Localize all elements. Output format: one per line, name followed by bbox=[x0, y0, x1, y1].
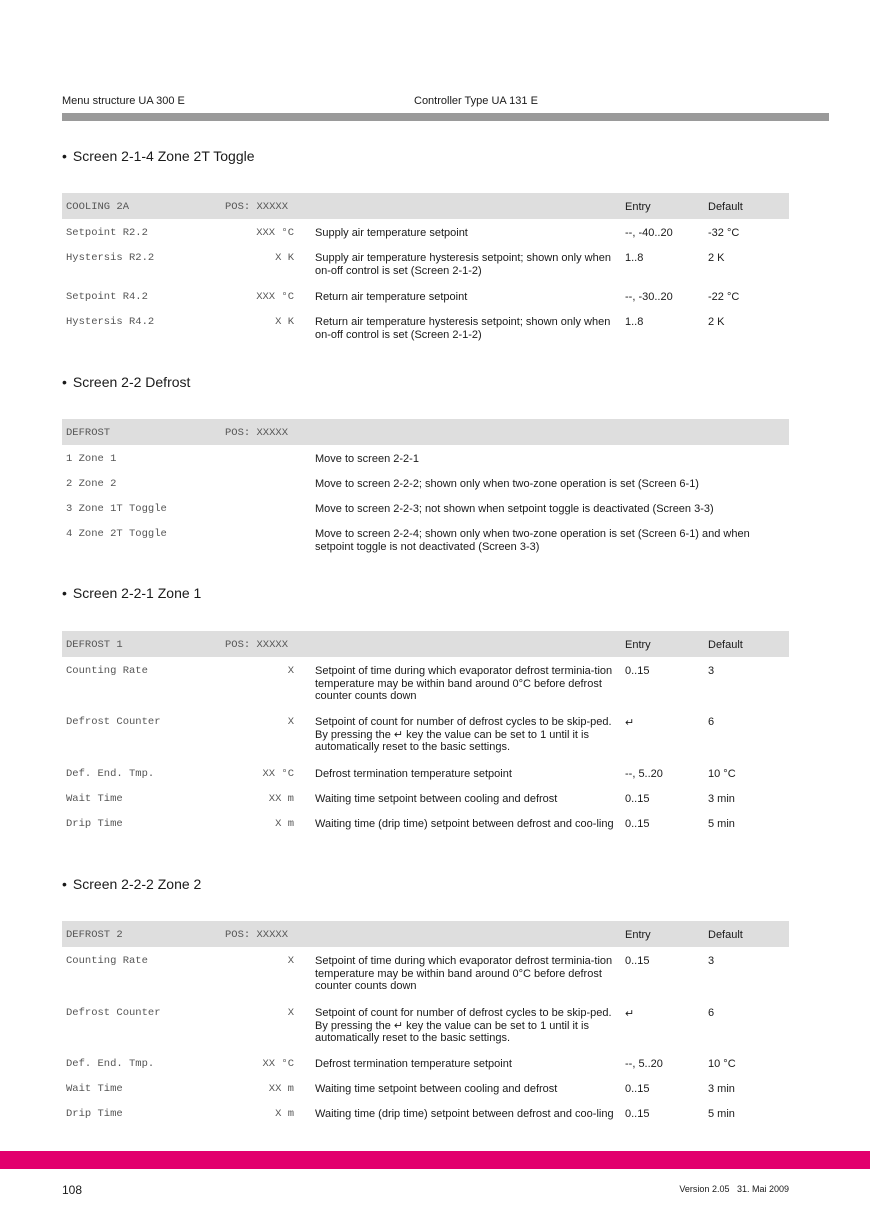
default-header: Default bbox=[708, 201, 743, 213]
header-center: Controller Type UA 131 E bbox=[414, 95, 538, 107]
position-label: POS: XXXXX bbox=[225, 201, 289, 213]
parameter-name: Counting Rate bbox=[66, 665, 148, 677]
section-title bbox=[62, 148, 255, 164]
screen-name: DEFROST 2 bbox=[66, 929, 123, 941]
parameter-name: Hystersis R2.2 bbox=[66, 252, 155, 264]
entry-range: 0..15 bbox=[625, 818, 650, 830]
parameter-value: X K bbox=[275, 252, 294, 264]
default-value: 2 K bbox=[708, 252, 725, 264]
section-title-text: Screen 2-2 Defrost bbox=[72, 374, 191, 390]
parameter-value: XX °C bbox=[262, 1058, 294, 1070]
entry-range: 0..15 bbox=[625, 1108, 650, 1120]
default-value: 3 min bbox=[708, 793, 735, 805]
parameter-name: Counting Rate bbox=[66, 955, 148, 967]
entry-range: 0..15 bbox=[625, 955, 650, 967]
parameter-description: Setpoint of time during which evaporator defrost terminia-tion temperature may be within band around 0°C before defrost counter counts down bbox=[315, 665, 613, 702]
table-header bbox=[62, 921, 789, 947]
parameter-name: Drip Time bbox=[66, 1108, 123, 1120]
table-header bbox=[62, 193, 789, 219]
footer-band bbox=[0, 1151, 870, 1169]
entry-range: --, -30..20 bbox=[625, 291, 673, 303]
parameter-description: Setpoint of count for number of defrost cycles to be skip-ped. By pressing the ↵ key the value can be set to 1 until it is automatically reset to the basic settings. bbox=[315, 1007, 612, 1044]
parameter-value: XX m bbox=[268, 793, 294, 805]
menu-table bbox=[62, 419, 789, 445]
parameter-name: 4 Zone 2T Toggle bbox=[66, 528, 167, 540]
entry-range: 0..15 bbox=[625, 793, 650, 805]
default-value: 3 bbox=[708, 665, 715, 677]
parameter-value: X m bbox=[275, 818, 294, 830]
section-title bbox=[62, 876, 201, 892]
version-date: Version 2.05 31. Mai 2009 bbox=[679, 1184, 789, 1194]
parameter-description: Defrost termination temperature setpoint bbox=[315, 768, 512, 780]
default-value: -22 °C bbox=[708, 291, 740, 303]
entry-range: ↵ bbox=[625, 717, 635, 729]
screen-name: DEFROST bbox=[66, 427, 111, 439]
parameter-name: Setpoint R4.2 bbox=[66, 291, 148, 303]
bullet: • bbox=[62, 876, 67, 892]
entry-header: Entry bbox=[625, 929, 651, 941]
parameter-description: Setpoint of time during which evaporator defrost terminia-tion temperature may be within band around 0°C before defrost counter counts down bbox=[315, 955, 613, 992]
default-value: 6 bbox=[708, 1007, 715, 1019]
parameter-description: Move to screen 2-2-4; shown only when two-zone operation is set (Screen 6-1) and when setpoint toggle is not deactivated (Screen 3-3) bbox=[315, 528, 750, 553]
default-value: -32 °C bbox=[708, 227, 740, 239]
entry-header: Entry bbox=[625, 639, 651, 651]
section-title-text: Screen 2-2-2 Zone 2 bbox=[72, 876, 202, 892]
parameter-value: X bbox=[287, 665, 294, 677]
parameter-description: Waiting time setpoint between cooling and defrost bbox=[315, 793, 558, 805]
menu-table bbox=[62, 631, 789, 657]
parameter-value: X bbox=[287, 1007, 294, 1019]
position-label: POS: XXXXX bbox=[225, 427, 289, 439]
parameter-value: XX °C bbox=[262, 768, 294, 780]
default-value: 5 min bbox=[708, 1108, 735, 1120]
table-header bbox=[62, 631, 789, 657]
default-value: 5 min bbox=[708, 818, 735, 830]
parameter-description: Supply air temperature hysteresis setpoint; shown only when on-off control is set (Screen 2-1-2) bbox=[315, 252, 611, 277]
section-title bbox=[62, 585, 201, 601]
entry-range: 0..15 bbox=[625, 665, 650, 677]
section-title-text: Screen 2-2-1 Zone 1 bbox=[72, 585, 202, 601]
bullet: • bbox=[62, 374, 67, 390]
entry-range: --, 5..20 bbox=[625, 768, 663, 780]
parameter-description: Setpoint of count for number of defrost cycles to be skip-ped. By pressing the ↵ key the value can be set to 1 until it is automatically reset to the basic settings. bbox=[315, 716, 612, 753]
default-value: 3 min bbox=[708, 1083, 735, 1095]
parameter-name: Defrost Counter bbox=[66, 716, 161, 728]
parameter-name: Wait Time bbox=[66, 793, 123, 805]
entry-range: 1..8 bbox=[625, 316, 644, 328]
parameter-value: X m bbox=[275, 1108, 294, 1120]
default-value: 6 bbox=[708, 716, 715, 728]
entry-range: ↵ bbox=[625, 1008, 635, 1020]
position-label: POS: XXXXX bbox=[225, 639, 289, 651]
menu-table bbox=[62, 193, 789, 219]
default-value: 10 °C bbox=[708, 768, 736, 780]
parameter-name: Def. End. Tmp. bbox=[66, 768, 155, 780]
parameter-description: Move to screen 2-2-3; not shown when setpoint toggle is deactivated (Screen 3-3) bbox=[315, 503, 714, 515]
parameter-description: Waiting time setpoint between cooling and defrost bbox=[315, 1083, 558, 1095]
menu-table bbox=[62, 921, 789, 947]
parameter-value: X bbox=[287, 716, 294, 728]
parameter-description: Return air temperature setpoint bbox=[315, 291, 468, 303]
parameter-description: Move to screen 2-2-1 bbox=[315, 453, 419, 465]
bullet: • bbox=[62, 585, 67, 601]
default-value: 3 bbox=[708, 955, 715, 967]
section-title bbox=[62, 374, 190, 390]
parameter-value: XXX °C bbox=[256, 227, 294, 239]
parameter-description: Supply air temperature setpoint bbox=[315, 227, 468, 239]
entry-range: --, -40..20 bbox=[625, 227, 673, 239]
parameter-value: XXX °C bbox=[256, 291, 294, 303]
parameter-description: Return air temperature hysteresis setpoint; shown only when on-off control is set (Screen 2-1-2) bbox=[315, 316, 611, 341]
parameter-description: Defrost termination temperature setpoint bbox=[315, 1058, 512, 1070]
default-header: Default bbox=[708, 929, 743, 941]
parameter-description: Waiting time (drip time) setpoint between defrost and coo-ling bbox=[315, 1108, 614, 1120]
parameter-name: 3 Zone 1T Toggle bbox=[66, 503, 167, 515]
parameter-name: 2 Zone 2 bbox=[66, 478, 117, 490]
parameter-description: Waiting time (drip time) setpoint between defrost and coo-ling bbox=[315, 818, 614, 830]
parameter-name: Defrost Counter bbox=[66, 1007, 161, 1019]
header-rule bbox=[62, 113, 829, 121]
screen-name: DEFROST 1 bbox=[66, 639, 123, 651]
parameter-value: X bbox=[287, 955, 294, 967]
parameter-value: XX m bbox=[268, 1083, 294, 1095]
page-number: 108 bbox=[62, 1183, 83, 1197]
position-label: POS: XXXXX bbox=[225, 929, 289, 941]
table-header bbox=[62, 419, 789, 445]
default-header: Default bbox=[708, 639, 743, 651]
default-value: 2 K bbox=[708, 316, 725, 328]
parameter-name: 1 Zone 1 bbox=[66, 453, 117, 465]
parameter-name: Hystersis R4.2 bbox=[66, 316, 155, 328]
parameter-description: Move to screen 2-2-2; shown only when two-zone operation is set (Screen 6-1) bbox=[315, 478, 699, 490]
bullet: • bbox=[62, 148, 67, 164]
screen-name: COOLING 2A bbox=[66, 201, 130, 213]
entry-header: Entry bbox=[625, 201, 651, 213]
entry-range: --, 5..20 bbox=[625, 1058, 663, 1070]
parameter-name: Setpoint R2.2 bbox=[66, 227, 148, 239]
parameter-name: Wait Time bbox=[66, 1083, 123, 1095]
section-title-text: Screen 2-1-4 Zone 2T Toggle bbox=[72, 148, 255, 164]
entry-range: 0..15 bbox=[625, 1083, 650, 1095]
header-left: Menu structure UA 300 E bbox=[62, 95, 185, 107]
parameter-value: X K bbox=[275, 316, 294, 328]
parameter-name: Drip Time bbox=[66, 818, 123, 830]
entry-range: 1..8 bbox=[625, 252, 644, 264]
default-value: 10 °C bbox=[708, 1058, 736, 1070]
parameter-name: Def. End. Tmp. bbox=[66, 1058, 155, 1070]
